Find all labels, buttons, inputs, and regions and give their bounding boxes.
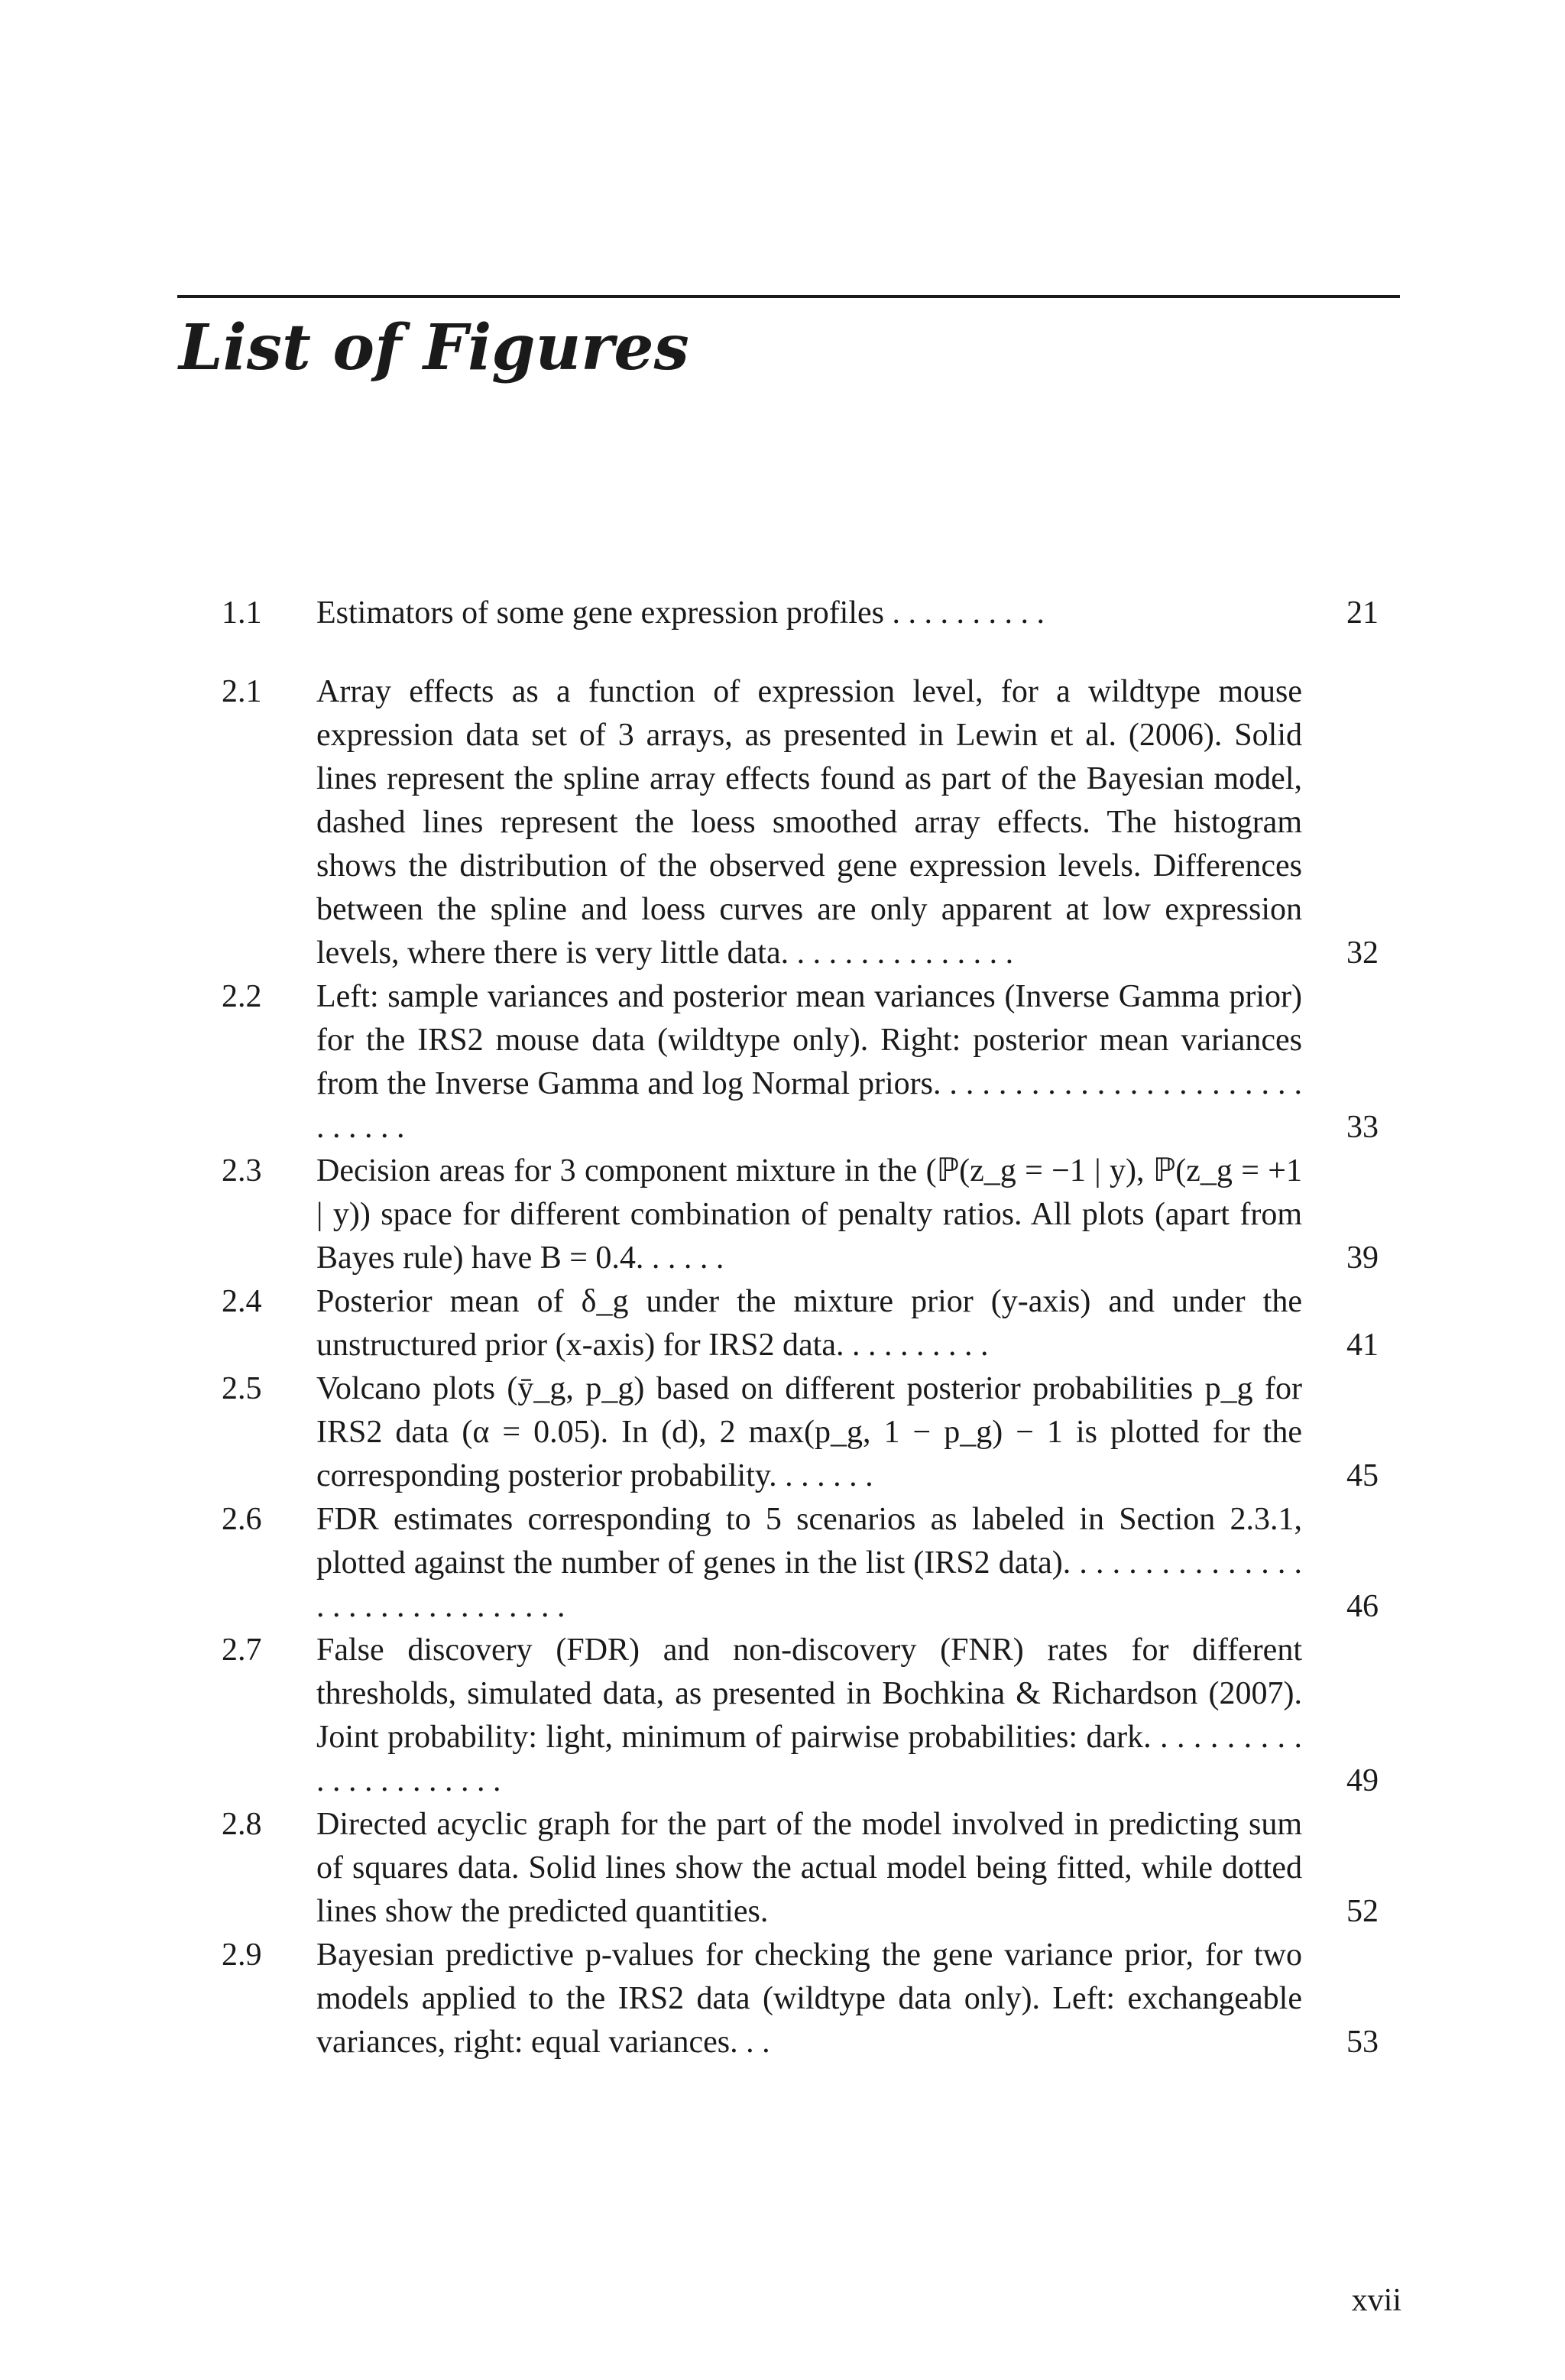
figure-number: 2.5 <box>222 1371 262 1406</box>
figure-entry-2-3[interactable] <box>222 1149 1398 1280</box>
figure-number: 2.1 <box>222 674 262 709</box>
figure-entry-2-9[interactable] <box>222 1934 1398 2064</box>
figure-number: 2.4 <box>222 1284 262 1319</box>
figure-number: 2.9 <box>222 1937 262 1973</box>
figure-page: 21 <box>1346 595 1379 631</box>
figure-caption: Decision areas for 3 component mixture in the (ℙ(z_g = −1 | y), ℙ(z_g = +1 | y)) space for different combination of penalty ratios. All plots (apart from Bayes rule) have B = 0.4. . . . . . <box>316 1153 1302 1276</box>
figure-entry-1-1[interactable] <box>222 592 1398 635</box>
figure-number: 1.1 <box>222 595 262 631</box>
figure-number: 2.7 <box>222 1633 262 1668</box>
figure-caption: Directed acyclic graph for the part of the model involved in predicting sum of squares data. Solid lines show the actual model being fitted, while dotted lines show the predicted quantities. <box>316 1807 1302 1929</box>
figure-number: 2.2 <box>222 979 262 1014</box>
figure-caption: Left: sample variances and posterior mean variances (Inverse Gamma prior) for the IRS2 mouse data (wildtype only). Right: posterior mean variances from the Inverse Gamma and log Normal priors. . . . . . . . . . . . . . . . . . . . . . . . . . . . . <box>316 979 1302 1145</box>
figure-page: 41 <box>1346 1328 1379 1363</box>
figure-entry-2-5[interactable] <box>222 1367 1398 1498</box>
figure-page: 32 <box>1346 935 1379 971</box>
figure-entry-2-6[interactable] <box>222 1498 1398 1629</box>
figure-number: 2.6 <box>222 1502 262 1537</box>
figure-entry-2-4[interactable] <box>222 1280 1398 1367</box>
figure-page: 52 <box>1346 1894 1379 1929</box>
figure-caption: Volcano plots (ȳ_g, p_g) based on different posterior probabilities p_g for IRS2 data (α = 0.05). In (d), 2 max(p_g, 1 − p_g) − 1 is plotted for the corresponding posterior probability. . . . . . . <box>316 1371 1302 1493</box>
figure-page: 53 <box>1346 2025 1379 2060</box>
figure-entry-2-1[interactable] <box>222 670 1398 975</box>
header-rule <box>177 295 1400 298</box>
figure-page: 46 <box>1346 1589 1379 1624</box>
figure-caption: Array effects as a function of expression level, for a wildtype mouse expression data set of 3 arrays, as presented in Lewin et al. (2006). Solid lines represent the spline array effects found as part of the Bayesian model, dashed lines represent the loess smoothed array effects. The histogram shows the distribution of the observed gene expression levels. Differences between the spline and loess curves are only apparent at low expression levels, where there is very little data. . . . . . . . . . . . . . . <box>316 674 1302 971</box>
figure-caption: Estimators of some gene expression profiles . . . . . . . . . . <box>316 595 1045 631</box>
figure-page: 45 <box>1346 1458 1379 1493</box>
figure-caption: FDR estimates corresponding to 5 scenarios as labeled in Section 2.3.1, plotted against the number of genes in the list (IRS2 data). . . . . . . . . . . . . . . . . . . . . . . . . . . . . . . <box>316 1502 1302 1624</box>
figure-page: 49 <box>1346 1763 1379 1798</box>
figure-caption: Posterior mean of δ_g under the mixture prior (y-axis) and under the unstructured prior (x-axis) for IRS2 data. . . . . . . . . . <box>316 1284 1302 1363</box>
figure-entry-2-7[interactable] <box>222 1629 1398 1803</box>
page-title: List of Figures <box>179 311 689 384</box>
figure-number: 2.8 <box>222 1807 262 1842</box>
figure-page: 39 <box>1346 1240 1379 1276</box>
figure-entry-2-2[interactable] <box>222 975 1398 1149</box>
figure-list <box>222 592 1398 2064</box>
figure-page: 33 <box>1346 1110 1379 1145</box>
figure-entry-2-8[interactable] <box>222 1803 1398 1934</box>
figure-caption: Bayesian predictive p-values for checking the gene variance prior, for two models applied to the IRS2 data (wildtype data only). Left: exchangeable variances, right: equal variances. . . <box>316 1937 1302 2060</box>
figure-number: 2.3 <box>222 1153 262 1188</box>
page-number: xvii <box>1351 2283 1401 2318</box>
figure-caption: False discovery (FDR) and non-discovery (FNR) rates for different thresholds, simulated data, as presented in Bochkina & Richardson (2007). Joint probability: light, minimum of pairwise probabilities: dark. . . . . . . . . . . . . . . . . . . . . . <box>316 1633 1302 1798</box>
